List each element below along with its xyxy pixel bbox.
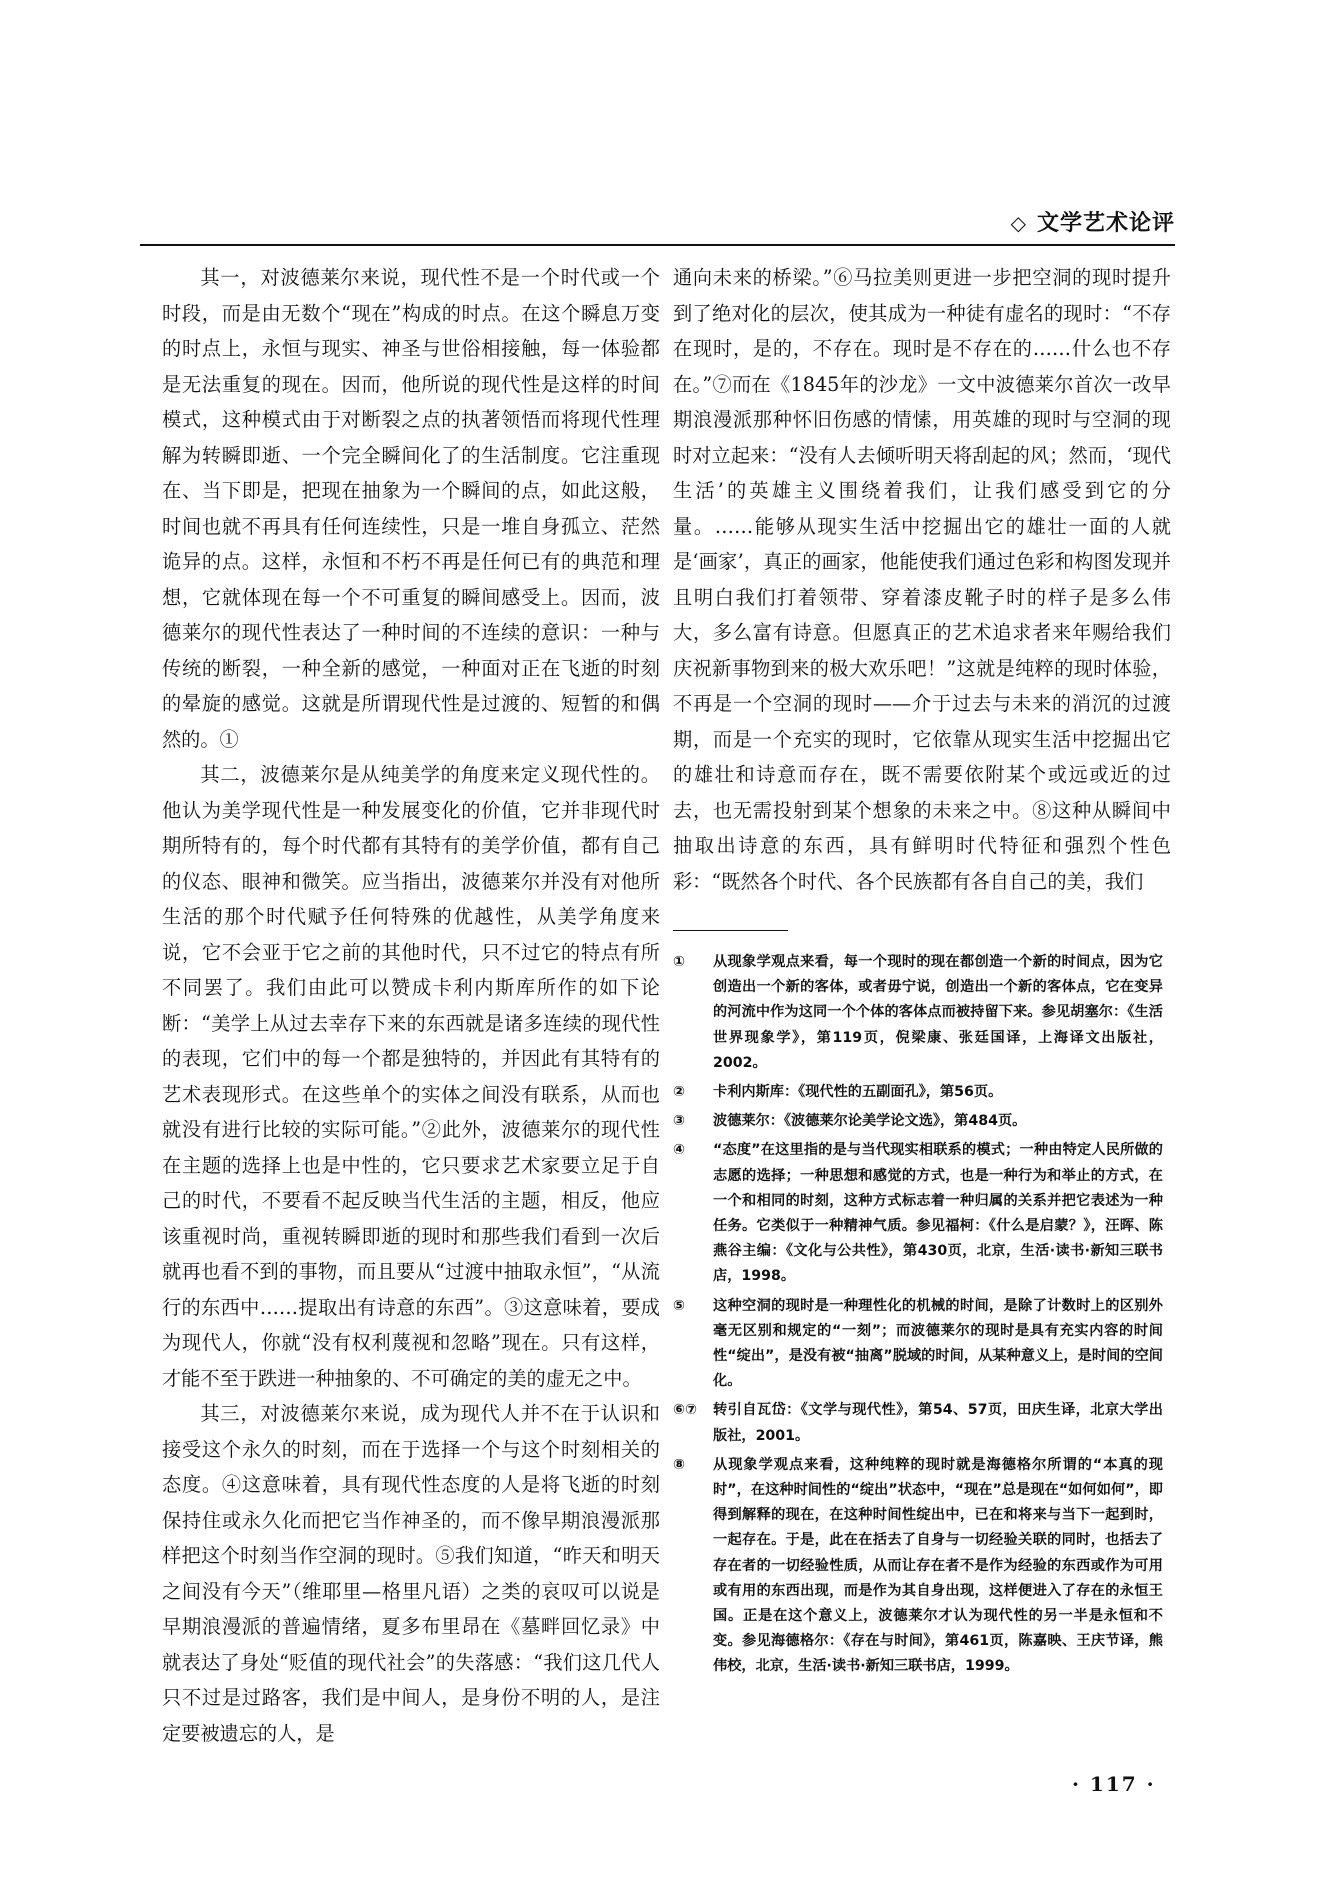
footnote bbox=[673, 1138, 1163, 1289]
footnote-mark: ⑧ bbox=[673, 1456, 686, 1473]
left-column bbox=[162, 260, 660, 1751]
header-rule bbox=[140, 244, 1175, 246]
footnote-mark: ④ bbox=[673, 1142, 686, 1159]
footnote bbox=[673, 1294, 1163, 1395]
section-title-text: 文学艺术论评 bbox=[1036, 211, 1175, 236]
footnote-mark: ⑥⑦ bbox=[673, 1402, 698, 1419]
footnote-mark: ③ bbox=[673, 1113, 686, 1130]
footnote-text: 波德莱尔：《波德莱尔论美学论文选》，第484页。 bbox=[713, 1113, 1027, 1130]
footnote-mark: ① bbox=[673, 954, 686, 970]
footnote bbox=[673, 1453, 1163, 1680]
footnote-text: 从现象学观点来看，这种纯粹的现时就是海德格尔所谓的“本真的现时”，在这种时间性的“绽出”状态中，“现在”总是现在“如何如何”，即得到解释的现在，在这种时间性绽出中，已在和将来与当下一起到时，一起存在。于是，此在在括去了自身与一切经验关联的同时，也括去了存在者的一切经验性质，从而让存在者不是作为经验的东西或作为可用或有用的东西出现，而是作为其自身出现，这样便进入了存在的永恒王国。正是在这个意义上，波德莱尔才认为现代性的另一半是永恒和不变。参见海德格尔：《存在与时间》，第461页，陈嘉映、王庆节译，熊伟校，北京，生活·读书·新知三联书店，1999。 bbox=[713, 1456, 1163, 1675]
footnote bbox=[673, 1109, 1163, 1134]
footnote bbox=[673, 1398, 1163, 1448]
running-header bbox=[140, 202, 1175, 242]
footnote bbox=[673, 950, 1163, 1076]
footnote-mark: ② bbox=[673, 1084, 686, 1101]
footnote-text: 从现象学观点来看，每一个现时的现在都创造一个新的时间点，因为它创造出一个新的客体，或者毋宁说，创造出一个新的客体点，它在变异的河流中作为这同一个个体的客体点而被持留下来。参见胡塞尔：《生活世界现象学》，第119页，倪梁康、张廷国译，上海译文出版社，2002。 bbox=[713, 954, 1163, 1071]
paragraph-third: 其三，对波德莱尔来说，成为现代人并不在于认识和接受这个永久的时刻，而在于选择一个与这个时刻相关的态度。④这意味着，具有现代性态度的人是将飞逝的时刻保持住或永久化而把它当作神圣的，而不像早期浪漫派那样把这个时刻当作空洞的现时。⑤我们知道，“昨天和明天之间没有今天”（维耶里—格里凡语）之类的哀叹可以说是早期浪漫派的普遍情绪，夏多布里昂在《墓畔回忆录》中就表达了身处“贬值的现代社会”的失落感：“我们这几代人只不过是过路客，我们是中间人，是身份不明的人，是注定要被遗忘的人，是 bbox=[162, 1402, 660, 1745]
page-number: · 117 · bbox=[1072, 1772, 1156, 1796]
footnote-mark: ⑤ bbox=[673, 1297, 686, 1314]
footnote-text: 卡利内斯库：《现代性的五副面孔》，第56页。 bbox=[713, 1084, 1003, 1101]
section-title bbox=[1011, 206, 1175, 237]
footnotes bbox=[673, 950, 1163, 1684]
diamond-outline-icon: ◇ bbox=[1010, 211, 1027, 235]
footnote-text: “态度”在这里指的是与当代现实相联系的模式；一种由特定人民所做的志愿的选择；一种思想和感觉的方式，也是一种行为和举止的方式，在一个和相同的时刻，这种方式标志着一种归属的关系并把它表述为一种任务。它类似于一种精神气质。参见福柯：《什么是启蒙？》，汪晖、陈燕谷主编：《文化与公共性》，第430页，北京，生活·读书·新知三联书店，1998。 bbox=[713, 1142, 1163, 1285]
footnote bbox=[673, 1080, 1163, 1105]
footnote-text: 这种空洞的现时是一种理性化的机械的时间，是除了计数时上的区别外毫无区别和规定的“一刻”；而波德莱尔的现时是具有充实内容的时间性“绽出”，是没有被“抽离”脱域的时间，从某种意义上，是时间的空间化。 bbox=[713, 1297, 1163, 1390]
footnote-text: 转引自瓦岱：《文学与现代性》，第54、57页，田庆生译，北京大学出版社，2001。 bbox=[713, 1402, 1163, 1444]
right-column bbox=[673, 260, 1171, 899]
paragraph-first: 其一，对波德莱尔来说，现代性不是一个时代或一个时段，而是由无数个“现在”构成的时点。在这个瞬息万变的时点上，永恒与现实、神圣与世俗相接触，每一体验都是无法重复的现在。因而，他所说的现代性是这样的时间模式，这种模式由于对断裂之点的执著领悟而将现代性理解为转瞬即逝、一个完全瞬间化了的生活制度。它注重现在、当下即是，把现在抽象为一个瞬间的点，如此这般，时间也就不再具有任何连续性，只是一堆自身孤立、茫然诡异的点。这样，永恒和不朽不再是任何已有的典范和理想，它就体现在每一个不可重复的瞬间感受上。因而，波德莱尔的现代性表达了一种时间的不连续的意识：一种与传统的断裂，一种全新的感觉，一种面对正在飞逝的时刻的晕旋的感觉。这就是所谓现代性是过渡的、短暂的和偶然的。① bbox=[162, 266, 660, 751]
footnote-rule bbox=[673, 930, 788, 931]
paragraph-continued: 通向未来的桥梁。”⑥马拉美则更进一步把空洞的现时提升到了绝对化的层次，使其成为一种徒有虚名的现时：“不存在现时，是的，不存在。现时是不存在的……什么也不存在。”⑦而在《1845年的沙龙》一文中波德莱尔首次一改早期浪漫派那种怀旧伤感的情愫，用英雄的现时与空洞的现时对立起来：“没有人去倾听明天将刮起的风；然而，‘现代生活’的英雄主义围绕着我们，让我们感受到它的分量。……能够从现实生活中挖掘出它的雄壮一面的人就是‘画家’，真正的画家，他能使我们通过色彩和构图发现并且明白我们打着领带、穿着漆皮靴子时的样子是多么伟大，多么富有诗意。但愿真正的艺术追求者来年赐给我们庆祝新事物到来的极大欢乐吧！”这就是纯粹的现时体验，不再是一个空洞的现时——介于过去与未来的消沉的过渡期，而是一个充实的现时，它依靠从现实生活中挖掘出它的雄壮和诗意而存在，既不需要依附某个或远或近的过去，也无需投射到某个想象的未来之中。⑧这种从瞬间中抽取出诗意的东西，具有鲜明时代特征和强烈个性色彩：“既然各个时代、各个民族都有各自自己的美，我们 bbox=[673, 266, 1171, 893]
paragraph-second: 其二，波德莱尔是从纯美学的角度来定义现代性的。他认为美学现代性是一种发展变化的价值，它并非现代时期所特有的，每个时代都有其特有的美学价值，都有自己的仪态、眼神和微笑。应当指出，波德莱尔并没有对他所生活的那个时代赋予任何特殊的优越性，从美学角度来说，它不会亚于它之前的其他时代，只不过它的特点有所不同罢了。我们由此可以赞成卡利内斯库所作的如下论断：“美学上从过去幸存下来的东西就是诸多连续的现代性的表现，它们中的每一个都是独特的，并因此有其特有的艺术表现形式。在这些单个的实体之间没有联系，从而也就没有进行比较的实际可能。”②此外，波德莱尔的现代性在主题的选择上也是中性的，它只要求艺术家要立足于自己的时代，不要看不起反映当代生活的主题，相反，他应该重视时尚，重视转瞬即逝的现时和那些我们看到一次后就再也看不到的事物，而且要从“过渡中抽取永恒”，“从流行的东西中……提取出有诗意的东西”。③这意味着，要成为现代人，你就“没有权利蔑视和忽略”现在。只有这样，才能不至于跌进一种抽象的、不可确定的美的虚无之中。 bbox=[162, 763, 660, 1390]
